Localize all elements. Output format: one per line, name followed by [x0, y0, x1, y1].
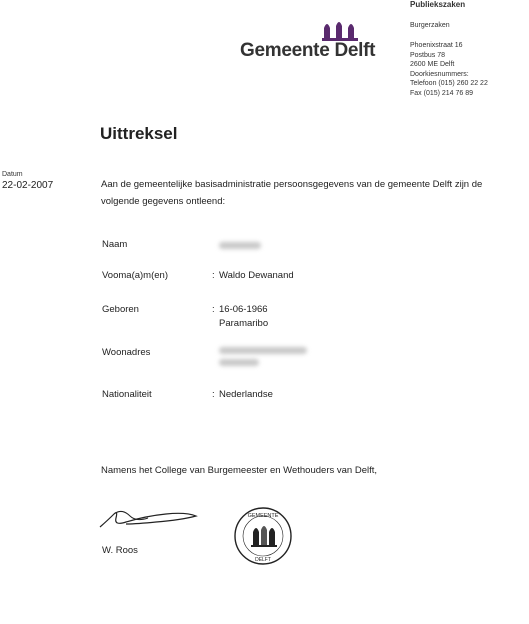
field-colon: :	[212, 304, 215, 315]
field-value-geboren-place: Paramaribo	[219, 318, 269, 329]
address-line: Phoenixstraat 16	[410, 42, 463, 49]
svg-text:GEMEENTE: GEMEENTE	[247, 513, 279, 519]
date-label: Datum	[2, 171, 23, 178]
address-line: Postbus 78	[410, 51, 446, 59]
delft-crest-icon	[322, 18, 362, 42]
address-line: Doorkiesnummers:	[410, 70, 469, 78]
document-title: Uittreksel	[100, 124, 178, 143]
department: Publiekszaken	[410, 0, 466, 9]
field-colon: :	[212, 389, 215, 400]
svg-text:DELFT: DELFT	[255, 557, 271, 563]
address-block	[410, 0, 488, 98]
field-label-geboren: Geboren	[102, 304, 139, 315]
field-label-nationaliteit: Nationaliteit	[102, 389, 152, 400]
field-value-geboren-date: 16-06-1966	[219, 304, 268, 315]
intro-text: Aan de gemeentelijke basisadministratie persoonsgegevens van de gemeente Delft zijn de volgende gegevens ontleend:	[101, 179, 483, 207]
section: Burgerzaken	[410, 21, 450, 29]
closing-text: Namens het College van Burgemeester en Wethouders van Delft,	[101, 465, 378, 476]
signer-name: W. Roos	[102, 545, 138, 556]
field-value-woonadres-redacted	[219, 344, 307, 366]
municipal-stamp	[233, 506, 293, 566]
field-label-naam: Naam	[102, 239, 128, 250]
field-label-woonadres: Woonadres	[102, 347, 151, 358]
logo-text: Gemeente Delft	[240, 40, 376, 61]
address-line: Telefoon (015) 260 22 22	[410, 80, 488, 87]
address-line: 2600 ME Delft	[410, 61, 455, 68]
field-value-naam-redacted	[219, 239, 261, 249]
address-line: Fax (015) 214 76 89	[410, 89, 474, 97]
signature-image	[96, 502, 246, 532]
field-value-voornamen: Waldo Dewanand	[219, 270, 294, 281]
field-colon: :	[212, 270, 215, 281]
date-value: 22-02-2007	[2, 180, 54, 191]
field-label-voornamen: Vooma(a)m(en)	[102, 270, 168, 281]
field-value-nationaliteit: Nederlandse	[219, 389, 273, 400]
